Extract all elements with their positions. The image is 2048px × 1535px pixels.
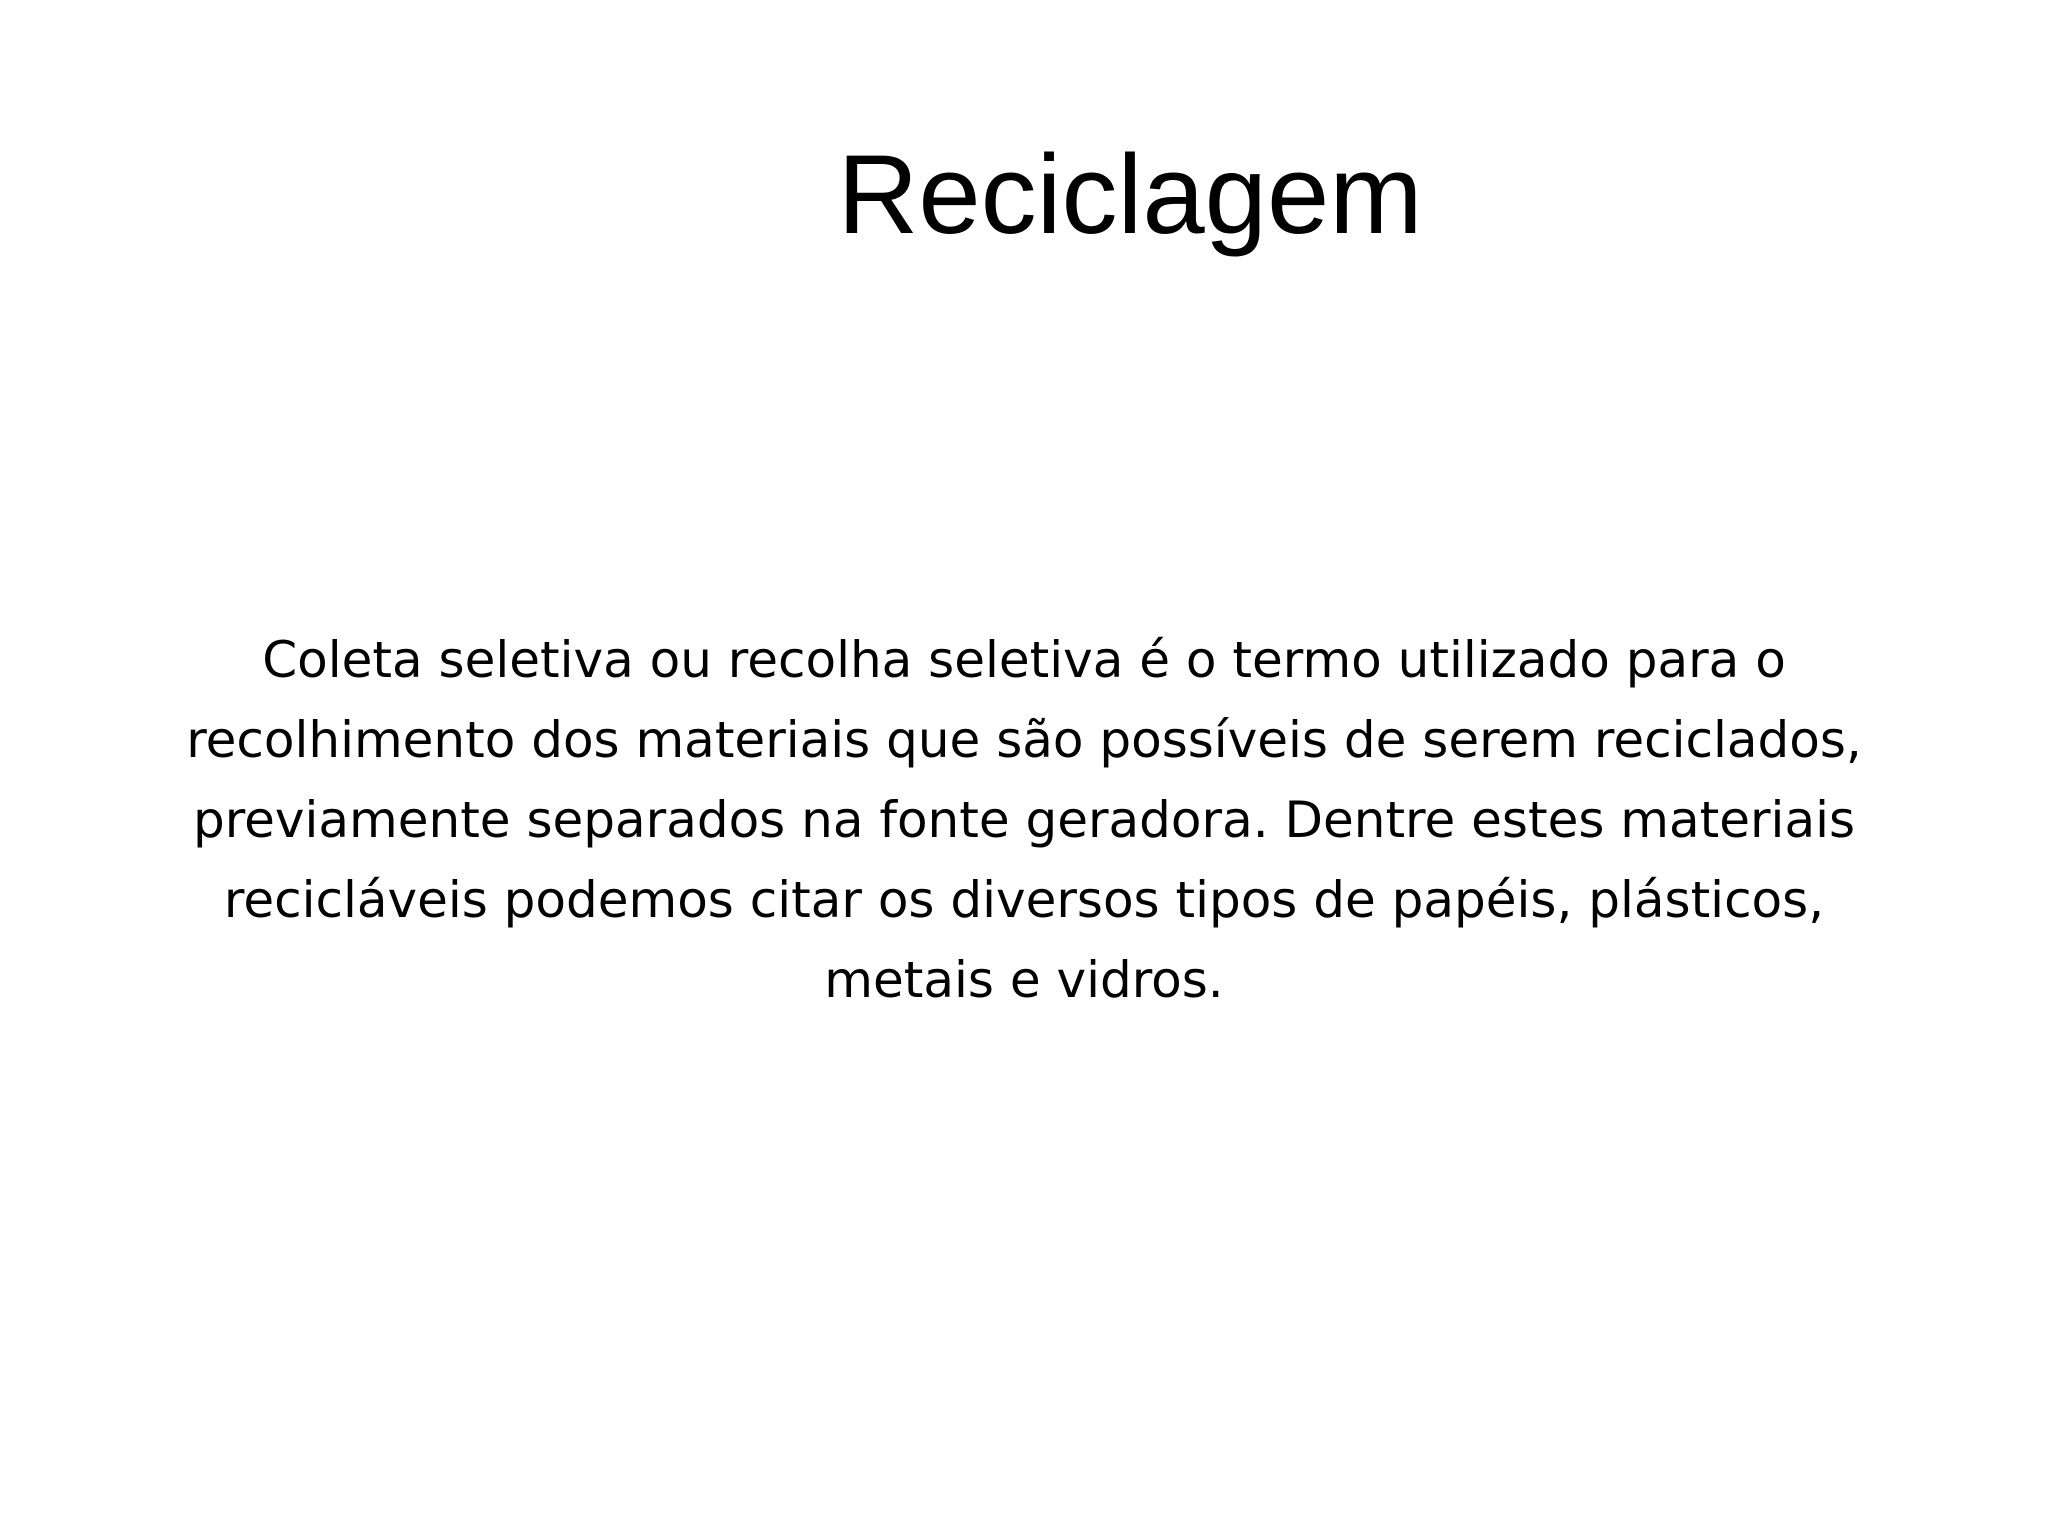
slide-title: Reciclagem [837,132,1423,257]
slide-body-text: Coleta seletiva ou recolha seletiva é o termo utilizado para o recolhimento dos materiais que são possíveis de serem reciclados, previamente separados na fonte geradora. Dentre estes materiais recicláveis podemos citar os diversos tipos de papéis, plásticos, metais e vidros. [186,631,1862,1009]
